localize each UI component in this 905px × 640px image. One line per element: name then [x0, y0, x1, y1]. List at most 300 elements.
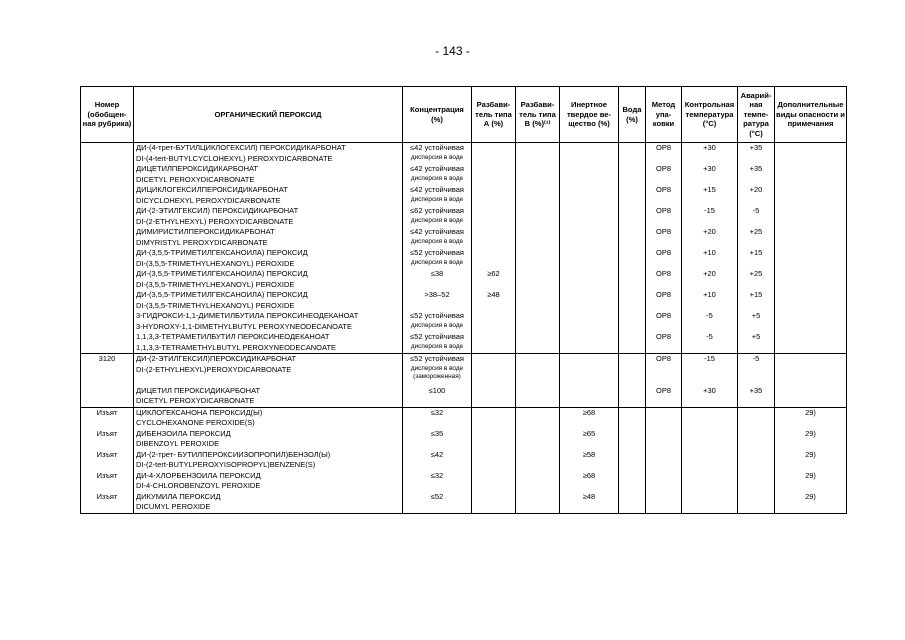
cell-inert-solid [560, 471, 619, 492]
cell-control-temp-value: +10 [703, 248, 716, 257]
cell-name [134, 248, 403, 269]
header-diluent-b: Разбави-тель типа B (%)⁽¹⁾ [516, 87, 560, 143]
cell-inert-solid [560, 164, 619, 185]
cell-hazards-value: 29) [805, 407, 816, 417]
cell-emergency-temp-value: +15 [749, 248, 763, 257]
cell-concentration [403, 429, 472, 450]
name-russian: ДИ-4-ХЛОРБЕНЗОИЛА ПЕРОКСИД [136, 470, 261, 480]
cell-number [81, 290, 134, 311]
concentration-note: дисперсия в воде [410, 258, 464, 266]
cell-control-temp-value: -5 [706, 332, 713, 341]
name-english: DI-(3,5,5-TRIMETHYLHEXANOYL) PEROXIDE [136, 279, 295, 289]
cell-inert-solid-value: ≥68 [582, 407, 596, 417]
cell-packing-value: OP8 [655, 143, 671, 152]
cell-number [81, 164, 134, 185]
cell-concentration [403, 185, 472, 206]
cell-hazards [775, 386, 847, 408]
name-russian: ДИМИРИСТИЛПЕРОКСИДИКАРБОНАТ [136, 227, 275, 236]
cell-hazards-value: 29) [805, 470, 816, 480]
cell-inert-solid-value: ≥58 [582, 449, 596, 459]
concentration-value: ≤42 устойчивая [410, 227, 464, 236]
cell-packing [646, 290, 682, 311]
cell-hazards-value: 29) [805, 428, 816, 438]
cell-water [619, 311, 646, 332]
cell-diluent-b [516, 185, 560, 206]
cell-name [134, 164, 403, 185]
cell-control-temp-value: +20 [703, 227, 716, 236]
cell-packing [646, 429, 682, 450]
cell-inert-solid [560, 143, 619, 165]
cell-emergency-temp-value: +35 [749, 143, 763, 152]
name-russian: ДИЦЕТИЛ ПЕРОКСИДИКАРБОНАТ [136, 385, 261, 395]
cell-control-temp [682, 311, 738, 332]
name-russian: ЦИКЛОГЕКСАНОНА ПЕРОКСИД(Ы) [136, 407, 263, 417]
cell-packing [646, 143, 682, 165]
cell-inert-solid [560, 185, 619, 206]
concentration-value: ≤42 устойчивая [410, 143, 464, 152]
cell-hazards [775, 290, 847, 311]
cell-hazards-value: 29) [805, 449, 816, 459]
table-row [81, 227, 847, 248]
cell-control-temp-value: +20 [703, 269, 716, 278]
cell-diluent-a [472, 354, 516, 386]
table-row [81, 407, 847, 429]
name-english: DICUMYL PEROXIDE [136, 502, 211, 511]
cell-number [81, 311, 134, 332]
cell-inert-solid [560, 332, 619, 354]
name-english: 3-HYDROXY-1,1-DIMETHYLBUTYL PEROXYNEODECANOATE [136, 321, 353, 331]
name-english: DI-(3,5,5-TRIMETHYLHEXANOYL) PEROXIDE [136, 300, 295, 310]
concentration-note-2: (замороженная) [413, 373, 461, 380]
cell-emergency-temp [738, 407, 775, 429]
cell-number [81, 450, 134, 471]
cell-emergency-temp [738, 248, 775, 269]
cell-water [619, 143, 646, 165]
cell-diluent-a [472, 248, 516, 269]
cell-packing-value: OP8 [655, 311, 671, 320]
cell-hazards [775, 429, 847, 450]
cell-hazards [775, 206, 847, 227]
cell-control-temp-value: -15 [704, 354, 715, 363]
table-body [81, 143, 847, 514]
cell-name [134, 206, 403, 227]
name-russian: ДИ-(3,5,5-ТРИМЕТИЛГЕКСАНОИЛА) ПЕРОКСИД [136, 290, 308, 299]
cell-diluent-b [516, 471, 560, 492]
cell-inert-solid [560, 311, 619, 332]
table-row [81, 429, 847, 450]
header-hazards: Дополнительные виды опасности и примечания [775, 87, 847, 143]
cell-control-temp-value: +15 [703, 185, 716, 194]
name-english: DI-(2-ETHYLHEXYL) PEROXYDICARBONATE [136, 216, 294, 226]
cell-water [619, 492, 646, 514]
table-row [81, 143, 847, 165]
cell-number [81, 227, 134, 248]
cell-concentration [403, 332, 472, 354]
header-packing: Метод упа-ковки [646, 87, 682, 143]
table-row [81, 492, 847, 514]
concentration-note: дисперсия в воде [410, 174, 464, 182]
cell-diluent-b [516, 429, 560, 450]
cell-diluent-a [472, 332, 516, 354]
cell-inert-solid [560, 386, 619, 408]
cell-name [134, 471, 403, 492]
table-row [81, 471, 847, 492]
cell-emergency-temp [738, 492, 775, 514]
cell-control-temp [682, 471, 738, 492]
cell-diluent-a [472, 429, 516, 450]
cell-concentration [403, 164, 472, 185]
name-english: DI-(2-tert-BUTYLPEROXYISOPROPYL)BENZENE(S) [136, 460, 316, 469]
concentration-value: ≤42 [430, 449, 444, 459]
cell-concentration [403, 354, 472, 386]
cell-inert-solid [560, 206, 619, 227]
cell-control-temp-value: -15 [704, 206, 715, 215]
name-russian: ДИ-(3,5,5-ТРИМЕТИЛГЕКСАНОИЛА) ПЕРОКСИД [136, 269, 308, 278]
table-row [81, 206, 847, 227]
cell-diluent-a [472, 311, 516, 332]
cell-inert-solid [560, 407, 619, 429]
cell-emergency-temp-value: +35 [749, 164, 763, 173]
header-diluent-a: Разбави-тель типа А (%) [472, 87, 516, 143]
cell-number [81, 143, 134, 165]
cell-control-temp-value: +10 [703, 290, 716, 299]
concentration-value: ≤52 устойчивая [410, 354, 464, 363]
name-english: DI-(4-tert-BUTYLCYCLOHEXYL) PEROXYDICARBONATE [136, 153, 333, 163]
cell-diluent-b [516, 269, 560, 290]
cell-emergency-temp-value: -5 [752, 206, 760, 215]
cell-emergency-temp-value: +15 [749, 290, 763, 299]
cell-diluent-b [516, 206, 560, 227]
name-english: 1,1,3,3-TETRAMETHYLBUTYL PEROXYNEODECANOATE [136, 342, 337, 352]
cell-emergency-temp-value: +5 [751, 332, 761, 341]
header-concentration: Концентрация (%) [403, 87, 472, 143]
cell-hazards [775, 185, 847, 206]
concentration-value: ≤52 устойчивая [410, 332, 464, 341]
name-english: DI-4-CHLOROBENZOYL PEROXIDE [136, 481, 261, 490]
cell-packing [646, 492, 682, 514]
table-row [81, 164, 847, 185]
cell-name [134, 185, 403, 206]
cell-inert-solid-value: ≥48 [582, 491, 596, 501]
cell-inert-solid [560, 227, 619, 248]
cell-emergency-temp [738, 227, 775, 248]
cell-emergency-temp [738, 269, 775, 290]
name-russian: ДИЦЕТИЛПЕРОКСИДИКАРБОНАТ [136, 164, 258, 173]
table-header [81, 87, 847, 143]
cell-packing [646, 471, 682, 492]
concentration-value: ≤32 [430, 470, 444, 480]
cell-concentration [403, 143, 472, 165]
cell-packing [646, 354, 682, 386]
cell-hazards [775, 407, 847, 429]
cell-packing-value: OP8 [655, 385, 671, 395]
cell-water [619, 185, 646, 206]
cell-concentration [403, 206, 472, 227]
concentration-note: дисперсия в воде [410, 153, 464, 161]
concentration-value: ≤52 [430, 491, 444, 501]
cell-diluent-a [472, 492, 516, 514]
cell-emergency-temp-value: +5 [751, 311, 761, 320]
cell-packing-value: OP8 [655, 354, 671, 363]
cell-number [81, 248, 134, 269]
cell-emergency-temp [738, 332, 775, 354]
cell-diluent-a-value: ≥48 [487, 290, 500, 299]
cell-emergency-temp [738, 471, 775, 492]
cell-name [134, 227, 403, 248]
cell-hazards [775, 227, 847, 248]
cell-packing [646, 311, 682, 332]
cell-water [619, 290, 646, 311]
cell-packing [646, 206, 682, 227]
concentration-note: дисперсия в воде [410, 342, 464, 350]
cell-packing [646, 248, 682, 269]
concentration-note: дисперсия в воде [410, 195, 464, 203]
cell-emergency-temp-value: +35 [749, 385, 763, 395]
cell-packing [646, 185, 682, 206]
name-russian: ДИ-(2-ЭТИЛГЕКСИЛ)ПЕРОКСИДИКАРБОНАТ [136, 354, 297, 363]
cell-inert-solid [560, 269, 619, 290]
name-english: DI-(3,5,5-TRIMETHYLHEXANOYL) PEROXIDE [136, 258, 295, 268]
cell-inert-solid [560, 492, 619, 514]
cell-concentration [403, 311, 472, 332]
cell-diluent-a [472, 206, 516, 227]
cell-control-temp [682, 290, 738, 311]
cell-water [619, 206, 646, 227]
cell-hazards [775, 248, 847, 269]
cell-packing-value: OP8 [655, 269, 671, 278]
cell-diluent-b [516, 386, 560, 408]
concentration-value: ≤38 [430, 269, 444, 278]
cell-control-temp-value: +30 [703, 385, 716, 395]
name-english: DIBENZOYL PEROXIDE [136, 439, 220, 448]
name-russian: ДИБЕНЗОИЛА ПЕРОКСИД [136, 428, 231, 438]
cell-diluent-a [472, 269, 516, 290]
cell-emergency-temp [738, 164, 775, 185]
cell-control-temp [682, 206, 738, 227]
cell-concentration [403, 492, 472, 514]
name-russian: 3-ГИДРОКСИ-1,1-ДИМЕТИЛБУТИЛА ПЕРОКСИНЕОДЕКАНОАТ [136, 311, 359, 320]
cell-hazards [775, 311, 847, 332]
cell-diluent-b [516, 143, 560, 165]
cell-diluent-a-value: ≥62 [487, 269, 500, 278]
cell-number [81, 386, 134, 408]
cell-packing-value: OP8 [655, 332, 671, 341]
header-water: Вода (%) [619, 87, 646, 143]
cell-concentration [403, 227, 472, 248]
cell-diluent-b [516, 450, 560, 471]
cell-diluent-a [472, 143, 516, 165]
name-russian: 1,1,3,3-ТЕТРАМЕТИЛБУТИЛ ПЕРОКСИНЕОДЕКАНОАТ [136, 332, 330, 341]
cell-name [134, 429, 403, 450]
concentration-note: дисперсия в воде [410, 216, 464, 224]
cell-number [81, 429, 134, 450]
name-russian: ДИ-(2-трет- БУТИЛПЕРОКСИИЗОПРОПИЛ)БЕНЗОЛ(Ы) [136, 449, 331, 459]
cell-diluent-b [516, 332, 560, 354]
cell-packing-value: OP8 [655, 164, 671, 173]
cell-control-temp-value: +30 [703, 164, 716, 173]
cell-emergency-temp [738, 311, 775, 332]
name-english: DICYCLOHEXYL PEROXYDICARBONATE [136, 195, 281, 205]
row-number: Изъят [96, 470, 118, 480]
cell-packing-value: OP8 [655, 227, 671, 236]
concentration-value: ≤42 устойчивая [410, 185, 464, 194]
cell-control-temp [682, 143, 738, 165]
header-control-temp: Контрольная температура (°C) [682, 87, 738, 143]
cell-diluent-a [472, 185, 516, 206]
cell-number [81, 185, 134, 206]
cell-inert-solid [560, 450, 619, 471]
cell-hazards [775, 332, 847, 354]
cell-diluent-b [516, 311, 560, 332]
cell-emergency-temp [738, 450, 775, 471]
row-number: 3120 [98, 354, 116, 363]
header-inert-solid: Инертное твердое ве-щество (%) [560, 87, 619, 143]
cell-control-temp [682, 407, 738, 429]
cell-name [134, 290, 403, 311]
concentration-note: дисперсия в воде [410, 237, 464, 245]
cell-concentration [403, 248, 472, 269]
name-english: DICETYL PEROXYDICARBONATE [136, 174, 255, 184]
cell-packing [646, 407, 682, 429]
cell-control-temp [682, 248, 738, 269]
name-russian: ДИКУМИЛА ПЕРОКСИД [136, 491, 221, 501]
cell-hazards [775, 269, 847, 290]
name-russian: ДИ-(2-ЭТИЛГЕКСИЛ) ПЕРОКСИДИКАРБОНАТ [136, 206, 299, 215]
cell-diluent-b [516, 248, 560, 269]
cell-control-temp [682, 227, 738, 248]
cell-hazards [775, 143, 847, 165]
cell-diluent-a [472, 290, 516, 311]
cell-inert-solid [560, 290, 619, 311]
cell-water [619, 332, 646, 354]
cell-control-temp [682, 450, 738, 471]
cell-control-temp [682, 185, 738, 206]
cell-control-temp [682, 386, 738, 408]
cell-emergency-temp [738, 290, 775, 311]
cell-name [134, 332, 403, 354]
row-number: Изъят [96, 407, 118, 417]
header-number: Номер (обобщен-ная рубрика) [81, 87, 134, 143]
cell-inert-solid [560, 429, 619, 450]
header-emergency-temp: Аварий-ная темпе-ратура (°C) [738, 87, 775, 143]
cell-concentration [403, 269, 472, 290]
cell-hazards [775, 492, 847, 514]
cell-inert-solid-value: ≥65 [582, 428, 596, 438]
cell-emergency-temp [738, 386, 775, 408]
cell-water [619, 386, 646, 408]
cell-concentration [403, 290, 472, 311]
cell-diluent-a [472, 164, 516, 185]
table-row [81, 248, 847, 269]
cell-control-temp [682, 354, 738, 386]
cell-concentration [403, 407, 472, 429]
cell-packing [646, 332, 682, 354]
cell-control-temp [682, 332, 738, 354]
cell-packing-value: OP8 [655, 185, 671, 194]
cell-emergency-temp-value: -5 [752, 354, 760, 363]
cell-packing [646, 269, 682, 290]
row-number: Изъят [96, 491, 118, 501]
cell-number [81, 354, 134, 386]
cell-concentration [403, 450, 472, 471]
cell-name [134, 269, 403, 290]
cell-water [619, 429, 646, 450]
table-row [81, 269, 847, 290]
cell-number [81, 269, 134, 290]
concentration-value: >38–52 [424, 290, 450, 299]
cell-number [81, 492, 134, 514]
cell-control-temp-value: -5 [706, 311, 713, 320]
cell-emergency-temp [738, 143, 775, 165]
cell-number [81, 471, 134, 492]
cell-emergency-temp-value: +20 [749, 185, 763, 194]
name-russian: ДИЦИКЛОГЕКСИЛПЕРОКСИДИКАРБОНАТ [136, 185, 288, 194]
concentration-value: ≤42 устойчивая [410, 164, 464, 173]
cell-emergency-temp [738, 354, 775, 386]
cell-hazards [775, 471, 847, 492]
cell-hazards [775, 164, 847, 185]
cell-diluent-a [472, 407, 516, 429]
cell-number [81, 332, 134, 354]
cell-number [81, 407, 134, 429]
cell-packing-value: OP8 [655, 206, 671, 215]
cell-control-temp [682, 269, 738, 290]
peroxide-table-container [80, 86, 846, 514]
cell-emergency-temp [738, 185, 775, 206]
cell-control-temp [682, 429, 738, 450]
cell-name [134, 143, 403, 165]
cell-water [619, 407, 646, 429]
cell-concentration [403, 471, 472, 492]
cell-diluent-b [516, 164, 560, 185]
cell-control-temp-value: +30 [703, 143, 716, 152]
cell-inert-solid [560, 354, 619, 386]
cell-packing [646, 386, 682, 408]
name-russian: ДИ-(3,5,5-ТРИМЕТИЛГЕКСАНОИЛА) ПЕРОКСИД [136, 248, 308, 257]
table-row [81, 185, 847, 206]
concentration-value: ≤52 устойчивая [410, 248, 464, 257]
name-english: CYCLOHEXANONE PEROXIDE(S) [136, 418, 255, 427]
cell-diluent-b [516, 492, 560, 514]
name-english: DI-(2-ETHYLHEXYL)PEROXYDICARBONATE [136, 364, 292, 374]
concentration-note: дисперсия в воде [410, 364, 464, 372]
cell-inert-solid [560, 248, 619, 269]
row-number: Изъят [96, 449, 118, 459]
concentration-value: ≤32 [430, 407, 444, 417]
cell-water [619, 354, 646, 386]
cell-diluent-a [472, 386, 516, 408]
cell-packing [646, 227, 682, 248]
cell-packing [646, 450, 682, 471]
cell-diluent-a [472, 471, 516, 492]
cell-concentration [403, 386, 472, 408]
cell-diluent-b [516, 227, 560, 248]
header-name: ОРГАНИЧЕСКИЙ ПЕРОКСИД [134, 87, 403, 143]
cell-emergency-temp-value: +25 [749, 227, 763, 236]
concentration-note: дисперсия в воде [410, 321, 464, 329]
cell-name [134, 450, 403, 471]
cell-name [134, 386, 403, 408]
cell-diluent-a [472, 227, 516, 248]
table-row [81, 354, 847, 386]
cell-water [619, 471, 646, 492]
cell-diluent-b [516, 354, 560, 386]
cell-hazards-value: 29) [805, 491, 816, 501]
cell-inert-solid-value: ≥68 [582, 470, 596, 480]
cell-packing-value: OP8 [655, 290, 671, 299]
table-row [81, 450, 847, 471]
cell-name [134, 407, 403, 429]
